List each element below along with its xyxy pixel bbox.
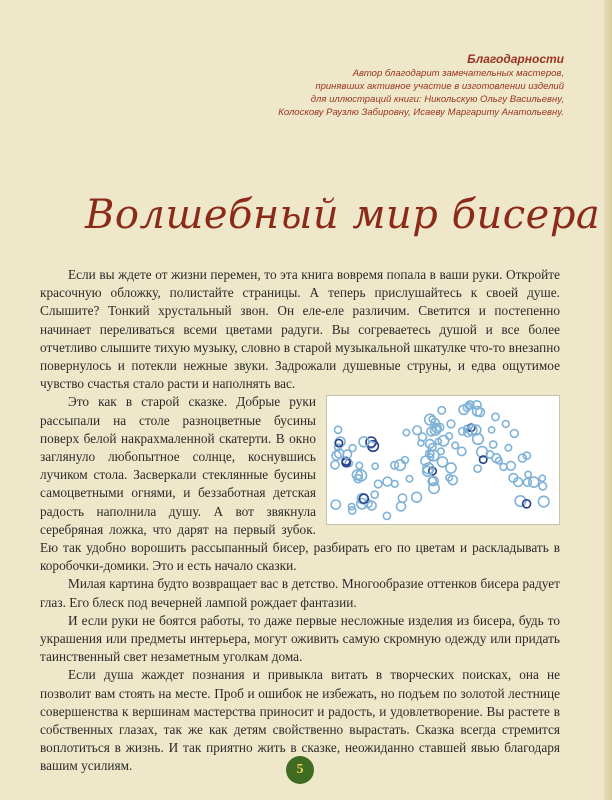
bead-mark <box>452 443 459 450</box>
paragraph: Если душа жаждет познания и привыкла витать в творческих поисках, она не позволит вам стоять на месте. Проб и ошибок не избежать, но подъем по золотой лестнице совершенства к вершинам мастерства приносит и радость, и удовлетворение. Вы растете в собственных глазах, так же как детям свойственно вырастать. Сказка всегда стремится воплотиться в жизнь. И так приятно жить в сказке, неожиданно ставшей явью благодаря вашим усилиям. <box>40 667 560 774</box>
bead-mark <box>524 479 532 487</box>
bead-mark <box>406 476 412 482</box>
page-number: 5 <box>296 762 304 777</box>
bead-mark <box>374 481 382 489</box>
bead-mark <box>538 497 549 508</box>
bead-mark <box>359 437 369 447</box>
page-title: Волшебный мир бисера <box>85 192 601 238</box>
bead-mark <box>438 436 448 446</box>
paragraph: Милая картина будто возвращает вас в детство. Многообразие оттенков бисера радует глаз. Его блеск под вечерней лампой рождает фантазии. <box>40 576 560 610</box>
bead-mark <box>502 421 509 428</box>
bead-mark <box>383 478 392 487</box>
beads-image <box>327 396 559 524</box>
acknowledgements <box>204 52 564 119</box>
bead-mark <box>395 460 406 471</box>
bead-mark <box>447 420 455 428</box>
bead-mark <box>398 494 406 502</box>
bead-mark <box>331 461 339 469</box>
beads-illustration <box>326 395 560 525</box>
bead-mark <box>403 430 409 436</box>
bead-mark <box>371 491 378 498</box>
bead-mark <box>492 414 499 421</box>
page-edge <box>604 0 612 800</box>
bead-mark <box>523 500 531 508</box>
page-number-badge <box>286 756 314 784</box>
bead-mark <box>438 457 448 467</box>
bead-mark <box>356 463 363 470</box>
bead-mark <box>458 448 466 456</box>
bead-mark <box>489 427 495 433</box>
bead-mark <box>539 483 547 491</box>
bead-mark <box>413 426 422 435</box>
bead-mark <box>397 502 406 511</box>
bead-mark <box>383 513 390 520</box>
bead-mark <box>331 500 340 509</box>
acknowledgements-line: Автор благодарит замечательных мастеров, <box>352 68 564 79</box>
bead-mark <box>539 476 545 482</box>
bead-mark <box>335 427 342 434</box>
acknowledgements-line: для иллюстраций книги: Никольскую Ольгу Васильевну, <box>310 94 564 105</box>
bead-mark <box>490 441 497 448</box>
bead-mark <box>510 430 518 438</box>
acknowledgements-title: Благодарности <box>467 52 564 66</box>
bead-mark <box>507 462 516 471</box>
paragraph: Если вы ждете от жизни перемен, то эта книга вовремя попала в ваши руки. Откройте красочную обложку, полистайте страницы. А теперь прислушайтесь к своей душе. Слышите? Тонкий хрустальный звон. Он еле-еле различим. Светится и постепенно начинает переливаться всеми цветами радуги. Вы согреваетесь душой и все более отчетливо слышите тихую музыку, словно в старой музыкальной шкатулке что-то внезапно повернулось и потекли нежные звуки. Задрожали душевные струны, и едва ощутимое чувство счастья стало расти и наполнять вас. <box>40 267 560 392</box>
acknowledgements-line: Колоскову Раузлю Забировну, Исаеву Маргариту Анатольевну. <box>278 107 564 118</box>
bead-mark <box>474 465 481 472</box>
bead-mark <box>505 445 511 451</box>
paragraph: И если руки не боятся работы, то даже первые несложные изделия из бисера, будь то украшения или предметы интерьера, могут оживить самую скромную одежду или придать таинственный свет незаметным уголкам дома. <box>40 612 560 665</box>
bead-mark <box>372 464 378 470</box>
bead-mark <box>349 445 356 452</box>
paragraph: Это как в старой сказке. Добрые руки рассыпали на столе разноцветные бусины поверх белой накрахмаленной скатерти. В окно заглянуло любопытное солнце, коснувшись лучиком стола. Засверкали стеклянные бусины самоцветными огнями, и беззаботная детская радость наполнила душу. А вот звякнула серебряная ложка, что дарят на первый зубок. Ею так удобно ворошить рассыпанный бисер, разбирать его по цветам и раскладывать в коробочки-домики. Это и есть начало сказки. <box>40 394 560 574</box>
bead-mark <box>438 407 445 414</box>
bead-mark <box>412 493 422 503</box>
body-text <box>40 266 560 776</box>
acknowledgements-line: принявших активное участие в изготовлении изделий <box>315 81 564 92</box>
bead-mark <box>525 472 531 478</box>
